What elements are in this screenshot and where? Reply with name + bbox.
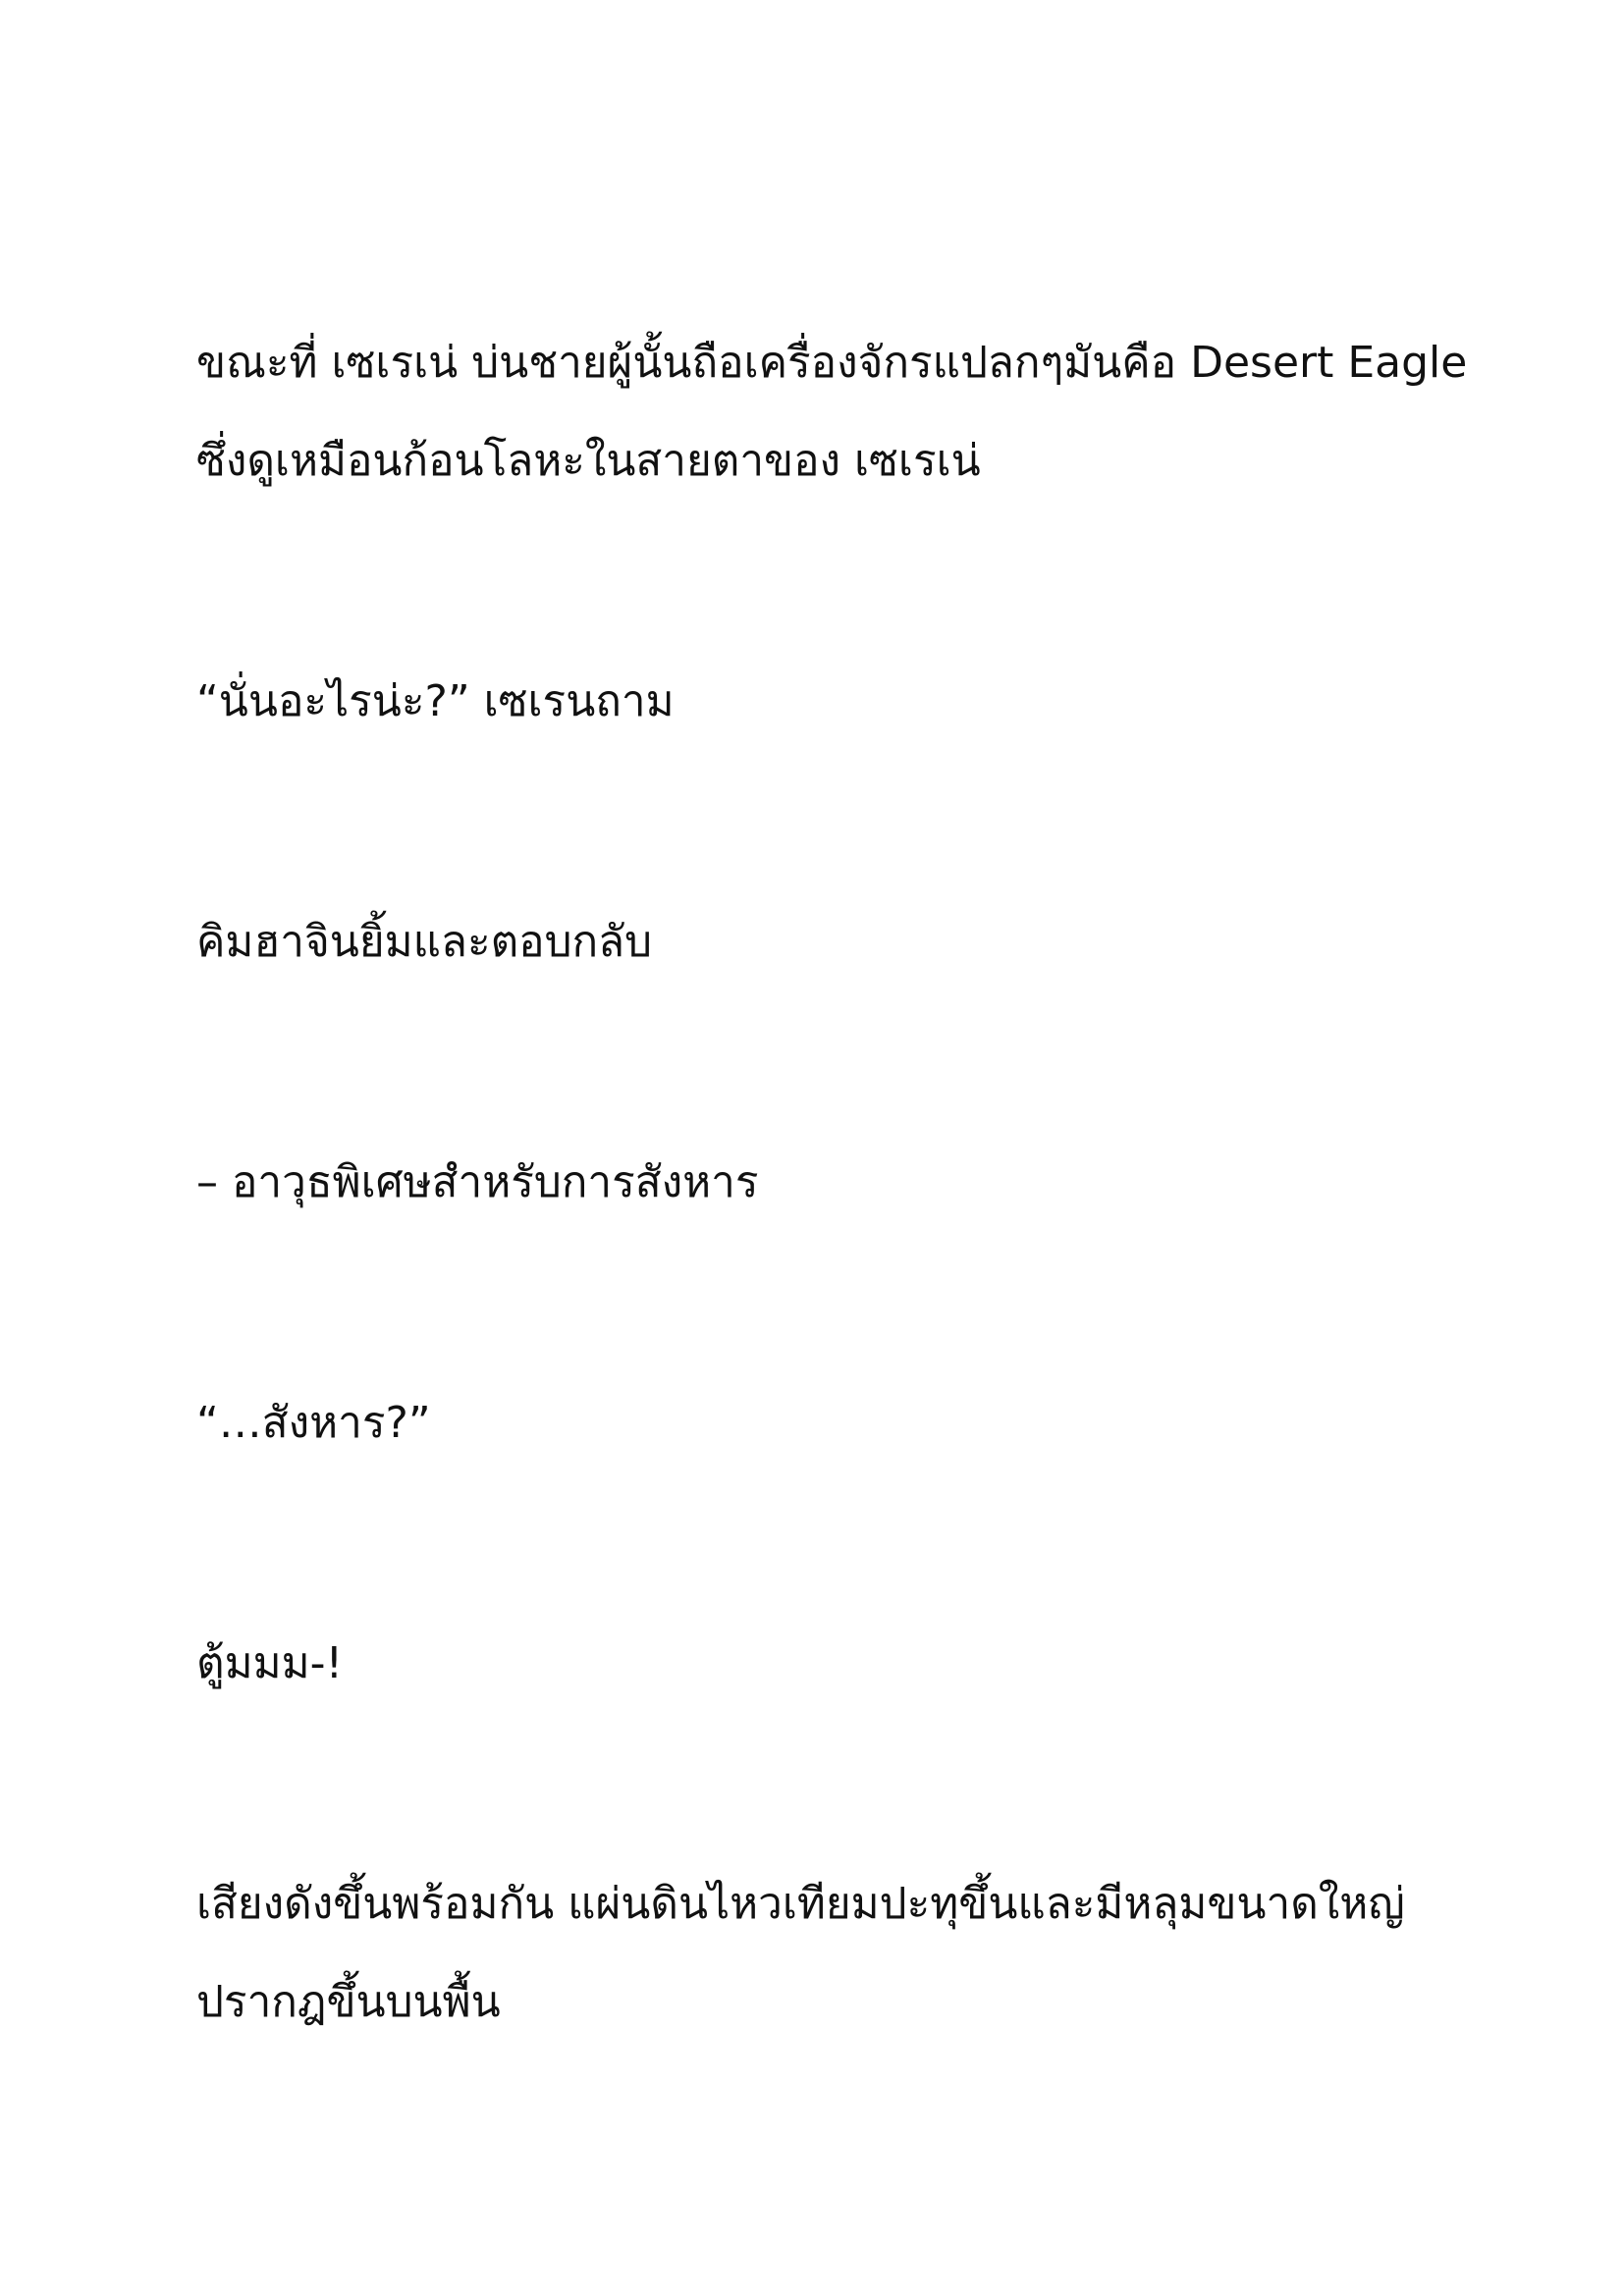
paragraph-line: เสียงดังขึ้นพร้อมกัน แผ่นดินไหวเทียมปะทุขึ้นและมีหลุมขนาดใหญ่ xyxy=(196,1879,1405,1929)
paragraph-line: “นั่นอะไรน่ะ?” เซเรนถาม xyxy=(196,676,675,726)
paragraph-line: ปรากฎขึ้นบนพื้น xyxy=(196,1977,501,2027)
paragraph-1 xyxy=(196,314,1468,510)
paragraph-line: คิมฮาจินยิ้มและตอบกลับ xyxy=(196,917,653,967)
paragraph-line: ตู้มมม-! xyxy=(196,1638,344,1688)
paragraph-7 xyxy=(196,1855,1434,2052)
paragraph-line: ซึ่งดูเหมือนก้อนโลหะในสายตาของ เซเรเน่ xyxy=(196,436,981,486)
paragraph-6 xyxy=(196,1615,1434,1713)
paragraph-line: ขณะที่ เซเรเน่ บ่นชายผู้นั้นถือเครื่องจักรแปลกๆมันคือ Desert Eagle xyxy=(196,338,1468,388)
paragraph-4 xyxy=(196,1134,1434,1232)
paragraph-5 xyxy=(196,1374,1434,1472)
paragraph-2 xyxy=(196,653,1434,751)
paragraph-3 xyxy=(196,893,1434,991)
paragraph-line: – อาวุธพิเศษสำหรับการสังหาร xyxy=(196,1157,759,1207)
paragraph-line: “…สังหาร?” xyxy=(196,1398,431,1448)
